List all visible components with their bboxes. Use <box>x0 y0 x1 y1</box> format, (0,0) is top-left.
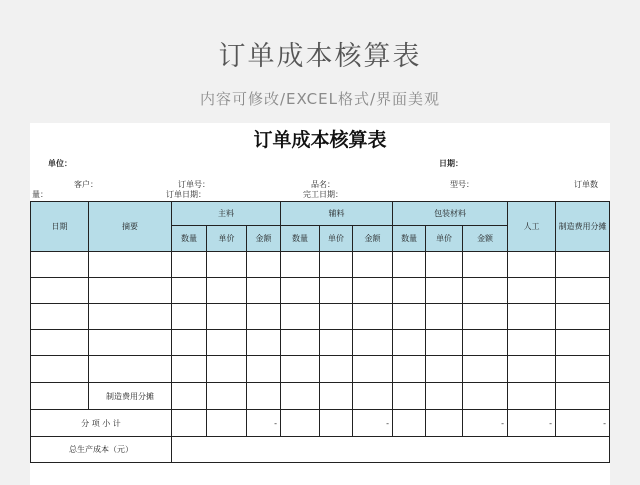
order-date-label: 订单日期： <box>166 190 206 199</box>
main-amount-subtotal: - <box>247 410 281 437</box>
table-row <box>31 304 610 330</box>
total-row <box>31 437 610 463</box>
header-qty: 数量 <box>393 226 426 252</box>
spreadsheet-preview <box>30 123 610 485</box>
header-amount: 金额 <box>247 226 281 252</box>
cost-table <box>30 201 610 463</box>
customer-label: 客户： <box>74 180 98 189</box>
order-qty-label: 订单数 <box>574 180 598 189</box>
product-label: 品名： <box>311 180 335 189</box>
header-price: 单价 <box>320 226 353 252</box>
overhead-subtotal: - <box>556 410 610 437</box>
header-qty: 数量 <box>172 226 207 252</box>
subtotal-label: 分 项 小 计 <box>31 410 172 437</box>
model-label: 型号： <box>450 180 474 189</box>
header-date: 日期 <box>31 202 89 252</box>
labor-subtotal: - <box>508 410 556 437</box>
date-label: 日期： <box>439 159 463 168</box>
order-qty-label-cont: 量： <box>32 190 48 199</box>
header-pack-material: 包装材料 <box>393 202 508 226</box>
header-price: 单价 <box>426 226 463 252</box>
unit-label: 单位： <box>48 159 72 168</box>
subtotal-row <box>31 410 610 437</box>
header-main-material: 主料 <box>172 202 281 226</box>
aux-amount-subtotal: - <box>353 410 393 437</box>
header-summary: 摘要 <box>89 202 172 252</box>
promo-title: 订单成本核算表 <box>218 41 422 72</box>
header-overhead: 制造费用分摊 <box>556 202 610 252</box>
total-label: 总生产成本（元） <box>31 437 172 463</box>
order-no-label: 订单号： <box>178 180 210 189</box>
header-amount: 金额 <box>353 226 393 252</box>
header-qty: 数量 <box>281 226 320 252</box>
header-aux-material: 辅料 <box>281 202 393 226</box>
header-amount: 金额 <box>463 226 508 252</box>
table-row <box>31 252 610 278</box>
finish-date-label: 完工日期： <box>303 190 343 199</box>
promo-subtitle: 内容可修改/EXCEL格式/界面美观 <box>199 90 441 108</box>
table-row <box>31 278 610 304</box>
overhead-row <box>31 383 610 410</box>
table-row <box>31 330 610 356</box>
sheet-title: 订单成本核算表 <box>253 129 387 151</box>
overhead-row-label: 制造费用分摊 <box>89 383 172 410</box>
header-price: 单价 <box>207 226 247 252</box>
pack-amount-subtotal: - <box>463 410 508 437</box>
header-labor: 人工 <box>508 202 556 252</box>
table-row <box>31 356 610 383</box>
